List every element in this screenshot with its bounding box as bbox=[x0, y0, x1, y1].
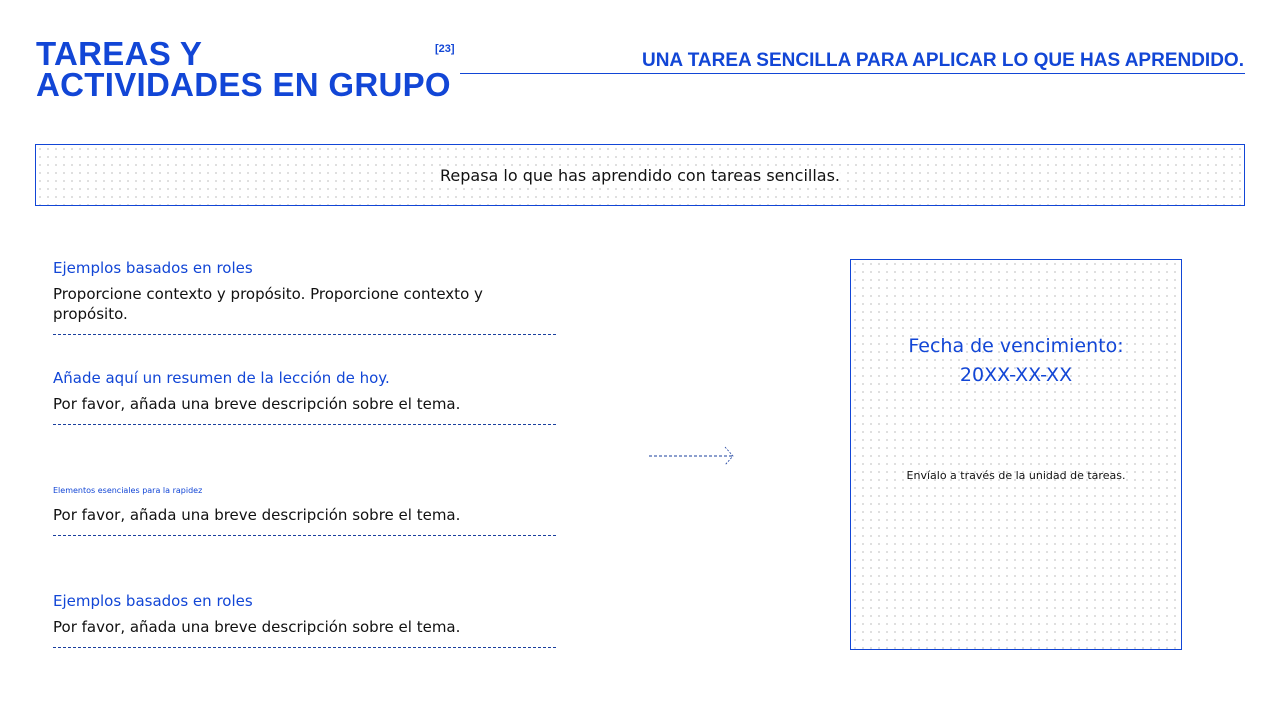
list-item-description: Por favor, añada una breve descripción sobre el tema. bbox=[53, 395, 461, 413]
due-date-card bbox=[850, 259, 1182, 650]
list-item bbox=[53, 591, 556, 648]
submission-instruction: Envíalo a través de la unidad de tareas. bbox=[906, 469, 1126, 482]
list-item-heading: Ejemplos basados en roles bbox=[53, 592, 253, 610]
list-item-description: Por favor, añada una breve descripción sobre el tema. bbox=[53, 506, 461, 524]
list-item bbox=[53, 485, 556, 536]
slide-subtitle: UNA TAREA SENCILLA PARA APLICAR LO QUE HAS APRENDIDO. bbox=[641, 50, 1244, 71]
list-item bbox=[53, 258, 556, 335]
list-item-heading: Ejemplos basados en roles bbox=[53, 259, 253, 277]
list-item-description: Por favor, añada una breve descripción sobre el tema. bbox=[53, 618, 461, 636]
slide-title-line-1: TAREAS Y bbox=[36, 35, 203, 72]
subtitle-underline bbox=[460, 73, 1245, 74]
due-date-value: 20XX-XX-XX bbox=[959, 364, 1073, 386]
slide-title-line-2: ACTIVIDADES EN GRUPO bbox=[36, 66, 451, 103]
list-item bbox=[53, 368, 556, 425]
list-item-heading: Añade aquí un resumen de la lección de hoy. bbox=[53, 369, 390, 387]
due-date-label: Fecha de vencimiento: bbox=[908, 335, 1124, 357]
intro-banner bbox=[35, 144, 1245, 206]
intro-banner-text: Repasa lo que has aprendido con tareas sencillas. bbox=[436, 166, 844, 185]
list-item-description: Proporcione contexto y propósito. Proporcione contexto y propósito. bbox=[53, 285, 483, 323]
list-item-heading: Elementos esenciales para la rapidez bbox=[53, 486, 203, 495]
due-date-block bbox=[851, 332, 1181, 390]
dashed-arrow-right-icon bbox=[648, 445, 738, 467]
slide-title bbox=[36, 35, 451, 103]
page-number: [23] bbox=[435, 43, 455, 55]
